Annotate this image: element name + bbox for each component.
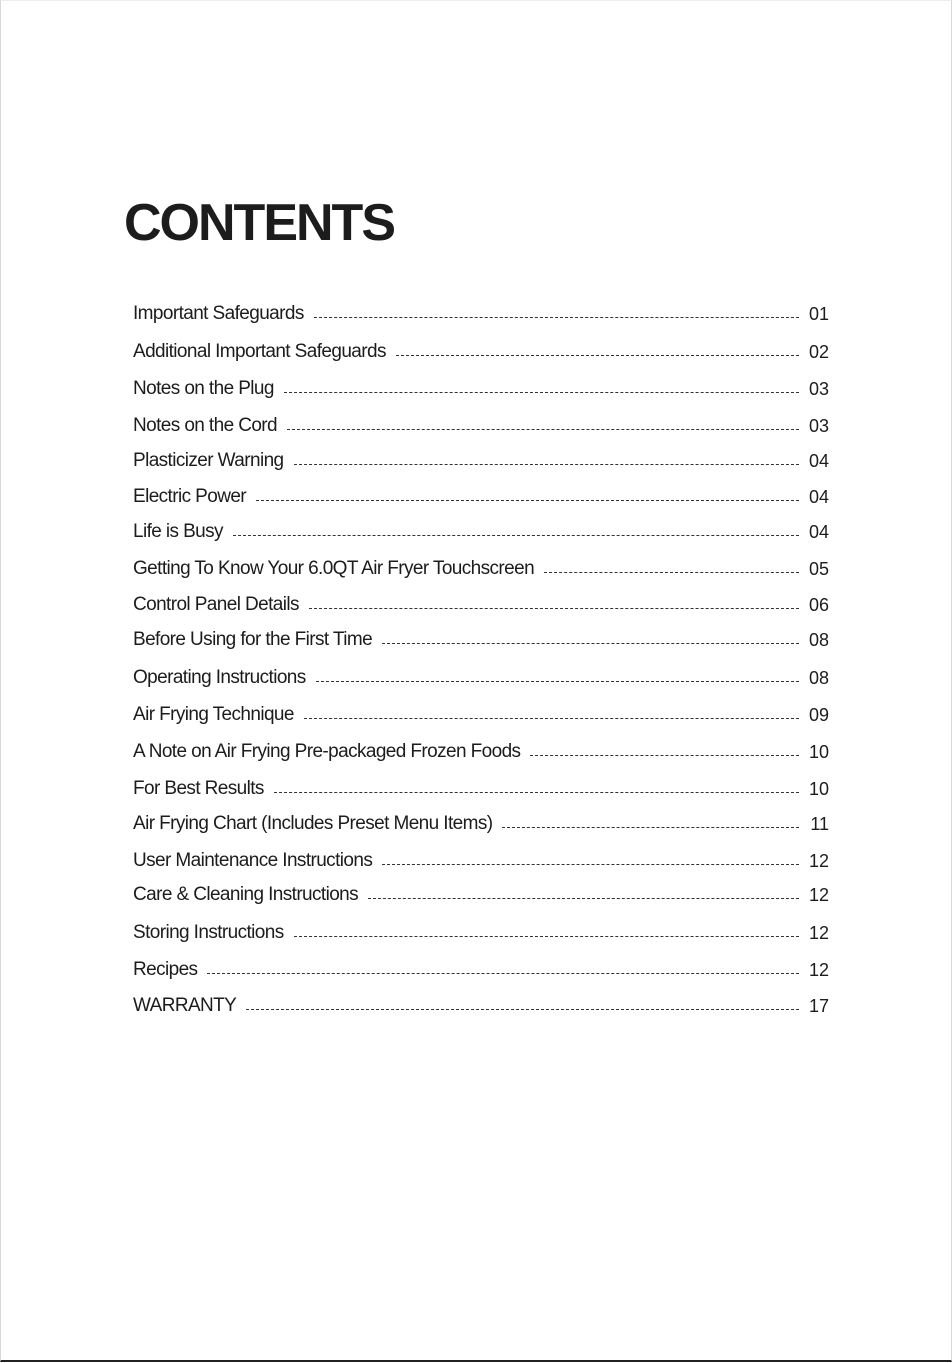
toc-entry-label: WARRANTY <box>133 995 237 1016</box>
toc-entry[interactable] <box>133 918 829 944</box>
toc-leader-dashes <box>368 898 799 899</box>
toc-entry-label: Air Frying Technique <box>133 704 294 725</box>
toc-page-number: 09 <box>808 705 829 725</box>
toc-page-number: 17 <box>808 996 829 1016</box>
toc-leader-dashes <box>256 500 799 501</box>
toc-page-number: 04 <box>808 522 829 542</box>
toc-leader-dashes <box>502 827 799 828</box>
toc-leader-dashes <box>382 864 799 865</box>
table-of-contents <box>1 1 952 1363</box>
toc-entry-label: Life is Busy <box>133 521 223 542</box>
toc-entry[interactable] <box>133 299 829 325</box>
toc-leader-dashes <box>287 429 799 430</box>
toc-page-number: 04 <box>808 487 829 507</box>
toc-leader-dashes <box>274 792 799 793</box>
toc-leader-dashes <box>396 355 799 356</box>
toc-page-number: 12 <box>808 923 829 943</box>
toc-leader-dashes <box>207 973 799 974</box>
toc-entry-label: Notes on the Cord <box>133 415 277 436</box>
toc-entry-label: Getting To Know Your 6.0QT Air Fryer Touchscreen <box>133 558 535 579</box>
toc-page-number: 05 <box>808 559 829 579</box>
toc-entry-label: A Note on Air Frying Pre-packaged Frozen Foods <box>133 741 521 762</box>
toc-page-number: 04 <box>808 451 829 471</box>
toc-page-number: 10 <box>808 742 829 762</box>
toc-entry[interactable] <box>133 590 829 616</box>
toc-leader-dashes <box>294 936 799 937</box>
toc-entry[interactable] <box>133 411 829 437</box>
toc-leader-dashes <box>233 535 799 536</box>
toc-page-number: 03 <box>808 416 829 436</box>
toc-entry-label: User Maintenance Instructions <box>133 850 373 871</box>
toc-entry[interactable] <box>133 846 829 872</box>
toc-entry-label: Before Using for the First Time <box>133 629 373 650</box>
toc-entry-label: Additional Important Safeguards <box>133 341 386 362</box>
toc-entry[interactable] <box>133 880 829 906</box>
toc-entry-label: Plasticizer Warning <box>133 450 284 471</box>
toc-leader-dashes <box>246 1009 799 1010</box>
toc-entry[interactable] <box>133 700 829 726</box>
toc-entry-label: Care & Cleaning Instructions <box>133 884 359 905</box>
toc-entry[interactable] <box>133 517 829 543</box>
toc-entry[interactable] <box>133 482 829 508</box>
toc-entry[interactable] <box>133 809 829 835</box>
toc-page-number: 03 <box>808 379 829 399</box>
toc-page-number: 12 <box>808 851 829 871</box>
toc-entry[interactable] <box>133 625 829 651</box>
toc-entry[interactable] <box>133 991 829 1017</box>
toc-entry[interactable] <box>133 554 829 580</box>
toc-entry-label: Notes on the Plug <box>133 378 274 399</box>
toc-entry-label: Storing Instructions <box>133 922 284 943</box>
toc-entry-label: Important Safeguards <box>133 303 304 324</box>
toc-entry-label: Operating Instructions <box>133 667 306 688</box>
toc-entry[interactable] <box>133 374 829 400</box>
toc-page-number: 06 <box>808 595 829 615</box>
toc-leader-dashes <box>294 464 800 465</box>
toc-page-number: 10 <box>808 779 829 799</box>
toc-entry-label: Recipes <box>133 959 198 980</box>
toc-page-number: 12 <box>808 885 829 905</box>
toc-page-number: 02 <box>808 342 829 362</box>
toc-entry[interactable] <box>133 737 829 763</box>
toc-leader-dashes <box>316 681 799 682</box>
toc-page-number: 11 <box>810 814 829 834</box>
page-title: CONTENTS <box>124 194 394 252</box>
toc-entry[interactable] <box>133 774 829 800</box>
toc-entry-label: For Best Results <box>133 778 264 799</box>
toc-page-number: 08 <box>808 668 829 688</box>
toc-leader-dashes <box>304 718 799 719</box>
toc-entry-label: Control Panel Details <box>133 594 299 615</box>
toc-leader-dashes <box>530 755 799 756</box>
toc-leader-dashes <box>314 317 799 318</box>
toc-entry[interactable] <box>133 663 829 689</box>
toc-page-number: 08 <box>808 630 829 650</box>
toc-leader-dashes <box>382 643 799 644</box>
toc-entry[interactable] <box>133 955 829 981</box>
toc-leader-dashes <box>284 392 799 393</box>
toc-entry-label: Electric Power <box>133 486 247 507</box>
toc-entry[interactable] <box>133 337 829 363</box>
toc-entry[interactable] <box>133 446 829 472</box>
toc-leader-dashes <box>309 608 799 609</box>
toc-leader-dashes <box>544 572 799 573</box>
toc-page-number: 01 <box>808 304 829 324</box>
toc-page-number: 12 <box>808 960 829 980</box>
toc-entry-label: Air Frying Chart (Includes Preset Menu Items) <box>133 813 493 834</box>
